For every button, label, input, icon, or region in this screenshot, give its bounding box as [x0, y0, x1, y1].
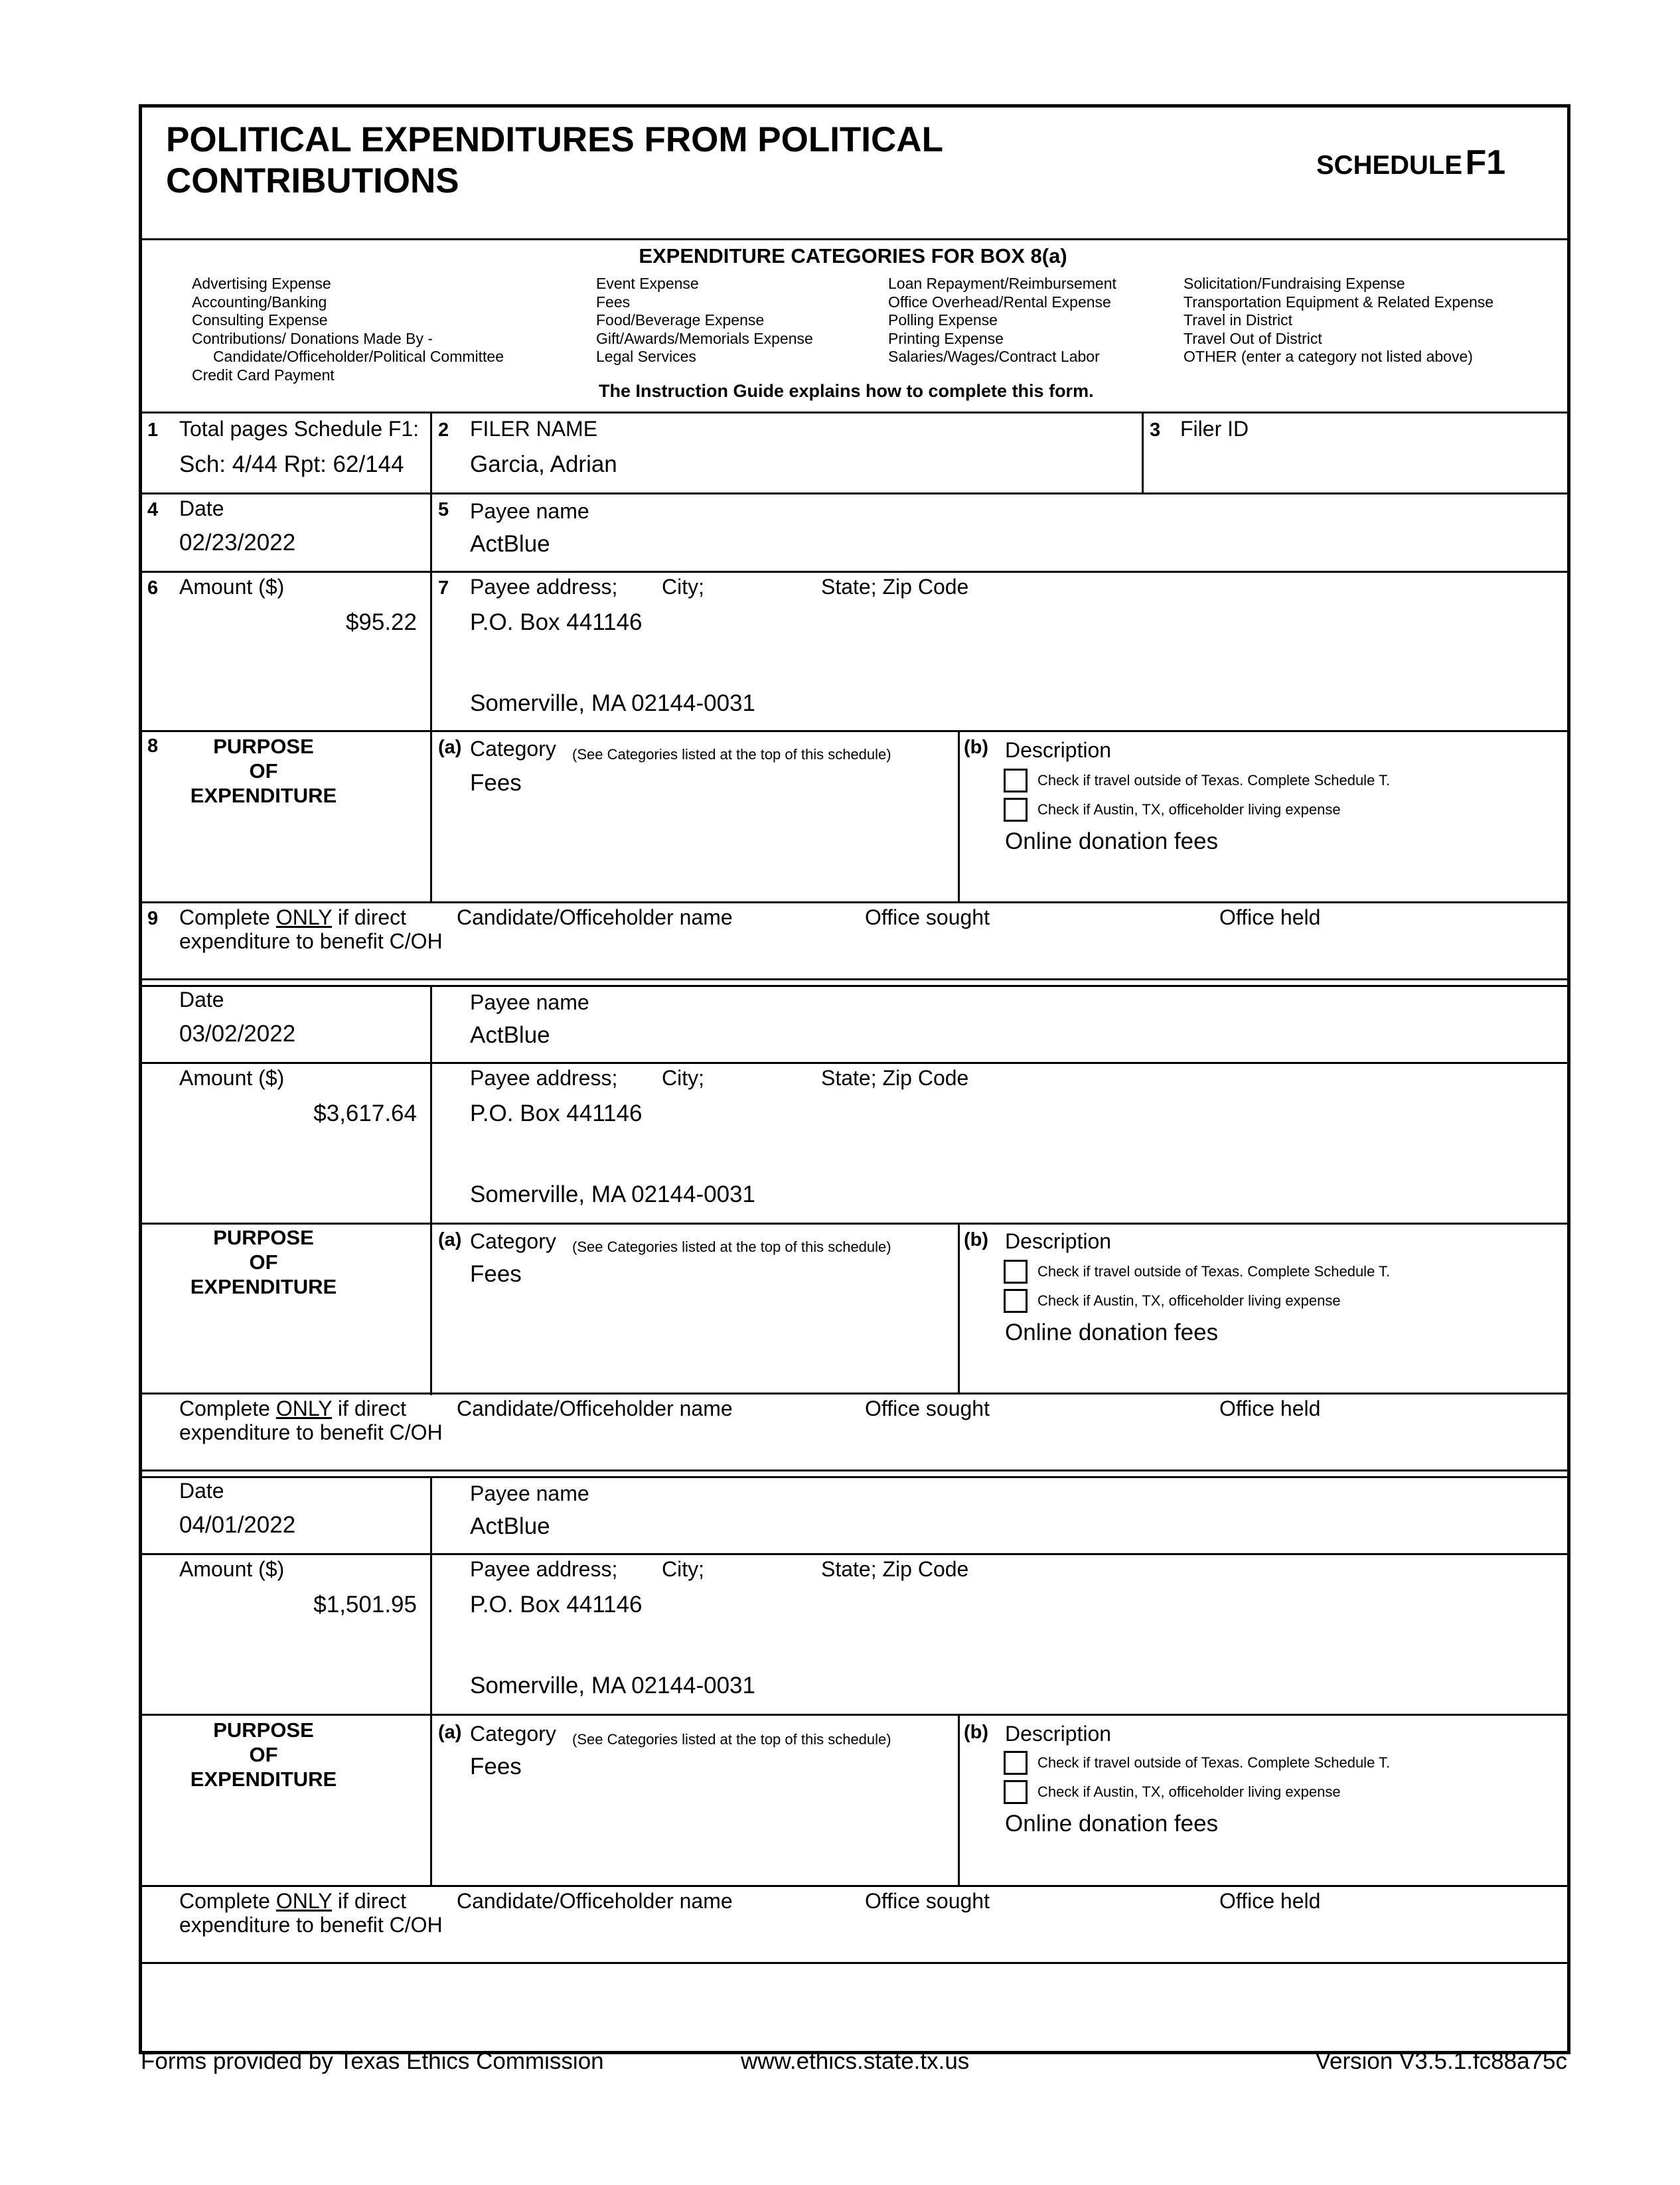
- entry-1-date: 02/23/2022: [179, 530, 296, 556]
- entry-1-address-line1: P.O. Box 441146: [470, 609, 643, 635]
- filer-name-value: Garcia, Adrian: [470, 451, 617, 477]
- purpose-label: PURPOSE OF EXPENDITURE: [190, 1718, 337, 1791]
- entry-3-travel-checkbox[interactable]: [1004, 1751, 1028, 1775]
- entry-3-address-line2: Somerville, MA 02144-0031: [470, 1673, 755, 1698]
- form-title: POLITICAL EXPENDITURES FROM POLITICAL CONTRIBUTIONS: [166, 120, 943, 200]
- entry-1-travel-checkbox[interactable]: [1004, 769, 1028, 792]
- schedule-code: F1: [1465, 143, 1506, 182]
- entry-1-amount: $95.22: [345, 609, 417, 635]
- entry-3-austin-checkbox[interactable]: [1004, 1780, 1028, 1804]
- categories-column-2: Event Expense Fees Food/Beverage Expense Gift/Awards/Memorials Expense Legal Services: [596, 275, 813, 365]
- entry-2-amount: $3,617.64: [313, 1100, 417, 1126]
- entry-3-category: Fees: [470, 1754, 522, 1779]
- entry-3-complete-only-note: Complete ONLY if direct expenditure to benefit C/OH: [179, 1889, 443, 1937]
- instruction-note: The Instruction Guide explains how to complete this form.: [599, 381, 1094, 401]
- purpose-label: PURPOSE OF EXPENDITURE: [190, 1226, 337, 1298]
- categories-column-3: Loan Repayment/Reimbursement Office Overhead/Rental Expense Polling Expense Printing Expense Salaries/Wages/Contract Labor: [888, 275, 1116, 365]
- entry-1-complete-only-note: Complete ONLY if direct expenditure to benefit C/OH: [179, 905, 443, 953]
- entry-1-austin-checkbox[interactable]: [1004, 798, 1028, 822]
- footer-version: Version V3.5.1.fc88a75c: [1315, 2048, 1567, 2074]
- entry-2-travel-checkbox[interactable]: [1004, 1260, 1028, 1284]
- entry-3-description: Online donation fees: [1005, 1811, 1219, 1837]
- entry-2-address-line2: Somerville, MA 02144-0031: [470, 1181, 755, 1207]
- entry-1-description: Online donation fees: [1005, 828, 1219, 854]
- footer-website[interactable]: www.ethics.state.tx.us: [741, 2048, 970, 2074]
- categories-heading: EXPENDITURE CATEGORIES FOR BOX 8(a): [639, 244, 1067, 267]
- entry-3-amount: $1,501.95: [313, 1592, 417, 1618]
- schedule-label: SCHEDULE: [1316, 151, 1463, 180]
- entry-2-address-line1: P.O. Box 441146: [470, 1100, 643, 1126]
- entry-1-address-line2: Somerville, MA 02144-0031: [470, 690, 755, 716]
- schedule-indicator: [1316, 143, 1505, 183]
- filer-id-label: Filer ID: [1180, 417, 1249, 441]
- entry-2-payee-name: ActBlue: [470, 1022, 550, 1048]
- total-pages-label: Total pages Schedule F1:: [179, 417, 420, 441]
- entry-2-date: 03/02/2022: [179, 1021, 296, 1047]
- entry-2-category: Fees: [470, 1261, 522, 1287]
- footer-provider: Forms provided by Texas Ethics Commission: [141, 2048, 604, 2074]
- categories-column-4: Solicitation/Fundraising Expense Transportation Equipment & Related Expense Travel in District Travel Out of District OTHER (enter a category not listed above): [1184, 275, 1494, 365]
- entry-1-category: Fees: [470, 770, 522, 796]
- total-pages-value: Sch: 4/44 Rpt: 62/144: [179, 451, 404, 477]
- entry-2-austin-checkbox[interactable]: [1004, 1289, 1028, 1313]
- entry-3-address-line1: P.O. Box 441146: [470, 1592, 643, 1618]
- entry-2-description: Online donation fees: [1005, 1319, 1219, 1345]
- filer-name-label: FILER NAME: [470, 417, 598, 441]
- categories-column-1: Advertising Expense Accounting/Banking Consulting Expense Contributions/ Donations Made By - Candidate/Officeholder/Political Committee Credit Card Payment: [192, 275, 504, 384]
- entry-3-date: 04/01/2022: [179, 1512, 296, 1538]
- entry-1-payee-name: ActBlue: [470, 531, 550, 557]
- entry-3-payee-name: ActBlue: [470, 1513, 550, 1539]
- purpose-label: PURPOSE OF EXPENDITURE: [190, 735, 337, 807]
- entry-2-complete-only-note: Complete ONLY if direct expenditure to benefit C/OH: [179, 1396, 443, 1444]
